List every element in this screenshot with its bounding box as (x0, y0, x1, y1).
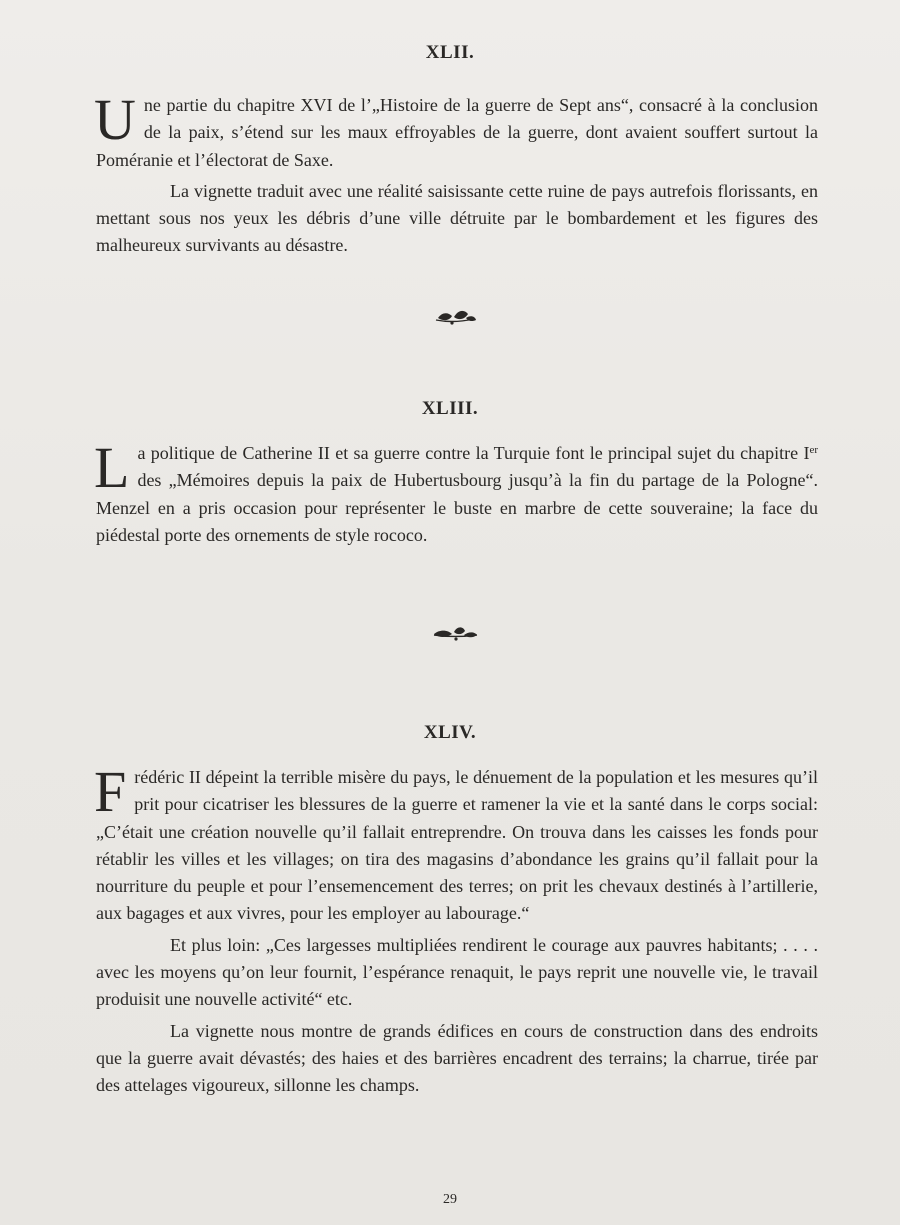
section-body-xliii (94, 435, 818, 549)
page-number: 29 (443, 1192, 457, 1207)
leaf-ornament-icon (430, 306, 480, 328)
leaf-ornament-icon (430, 622, 480, 644)
paragraph (94, 87, 818, 174)
paragraph: La vignette traduit avec une réalité saisissante cette ruine de pays autrefois florissants, en mettant sous nos yeux les débris d’une ville détruite par le bombardement et les figures des malheureux survivants au désastre. (96, 180, 818, 256)
section-title-xliii: XLIII. (421, 398, 479, 419)
paragraph: Et plus loin: „Ces largesses multipliées rendirent le courage aux pauvres habitants; . . . . avec les moyens qu’on leur fournit, l’espérance renaquit, le pays reprit une nouvelle vie, le travail produisit une nouvelle activité“ etc. (96, 934, 818, 1010)
paragraph-text: a politique de Catherine II et sa guerre contre la Turquie font le principal sujet du chapitre I (137, 443, 810, 463)
paragraph-text: ne partie du chapitre XVI de l’„Histoire de la guerre de Sept ans“, consacré à la conclusion de la paix, s’étend sur les maux effroyables de la guerre, dont avaient souffert surtout la Poméranie et l’électorat de Saxe. (96, 95, 818, 170)
section-body-xliv (94, 759, 818, 1100)
paragraph-text: des „Mémoires depuis la paix de Hubertusbourg jusqu’à la fin du partage de la Pologne“. Menzel en a pris occasion pour représenter le buste en marbre de cette souveraine; la face du piédestal porte des ornements de style rococo. (96, 470, 818, 545)
section-title-xliv: XLIV. (423, 722, 477, 743)
paragraph (94, 759, 818, 928)
drop-cap: L (94, 435, 130, 500)
paragraph-text: rédéric II dépeint la terrible misère du pays, le dénuement de la population et les mesures qu’il prit pour cicatriser les blessures de la guerre et ramener la vie et la santé dans le corps social: „C’était une création nouvelle qu’il fallait entreprendre. On trouva dans les caisses les fonds pour rétablir les villes et les villages; on tira des magasins d’abondance les grains qu’il fallait pour la nourriture du peuple et pour l’ensemencement des terres; on prit les chevaux destinés à l’artillerie, aux bagages et aux vivres, pour les employer au labourage.“ (96, 767, 818, 924)
section-body-xlii (94, 87, 818, 260)
superscript: er (809, 444, 818, 456)
section-title-xlii: XLII. (425, 42, 475, 63)
drop-cap: F (94, 759, 127, 824)
paragraph (94, 435, 818, 549)
paragraph: La vignette nous montre de grands édifices en cours de construction dans des endroits que la guerre avait dévastés; des haies et des barrières encadrent des terrains; la charrue, tirée par des attelages vigoureux, sillonne les champs. (96, 1020, 818, 1096)
drop-cap: U (94, 87, 136, 152)
